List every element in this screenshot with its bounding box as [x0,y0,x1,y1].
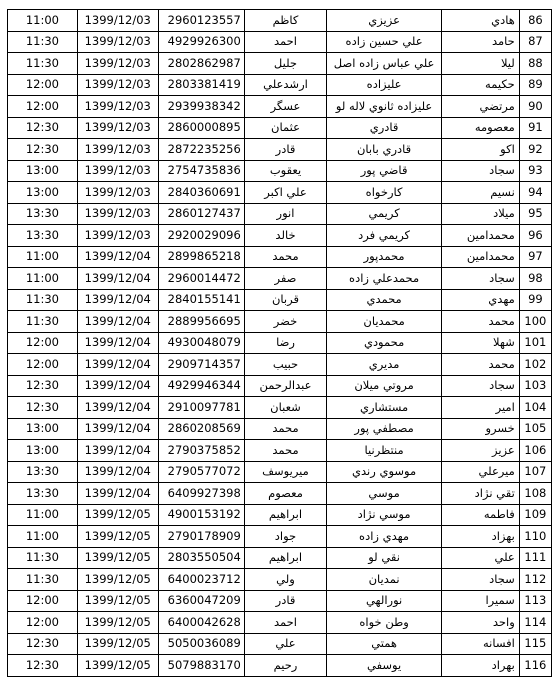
national-id-cell: 2872235256 [158,139,244,161]
last-name-cell: علي عباس زاده اصل [327,53,442,75]
row-number-cell: 108 [519,483,551,505]
table-row [8,268,552,290]
row-number-cell: 89 [519,74,551,96]
table-row [8,10,552,32]
national-id-cell: 4929946344 [158,375,244,397]
time-cell: 13:30 [8,461,78,483]
father-name-cell: جواد [244,526,326,548]
row-number-cell: 115 [519,633,551,655]
table-row [8,569,552,591]
row-number-cell: 114 [519,612,551,634]
date-cell: 1399/12/04 [77,332,158,354]
national-id-cell: 5079883170 [158,655,244,677]
national-id-cell: 2910097781 [158,397,244,419]
national-id-cell: 2803381419 [158,74,244,96]
last-name-cell: محمدي [327,289,442,311]
father-name-cell: حبيب [244,354,326,376]
time-cell: 12:30 [8,397,78,419]
father-name-cell: رحيم [244,655,326,677]
date-cell: 1399/12/05 [77,655,158,677]
table-row [8,139,552,161]
row-number-cell: 109 [519,504,551,526]
father-name-cell: خالد [244,225,326,247]
national-id-cell: 2803550504 [158,547,244,569]
national-id-cell: 2899865218 [158,246,244,268]
date-cell: 1399/12/04 [77,418,158,440]
last-name-cell: محمدپور [327,246,442,268]
national-id-cell: 2939938342 [158,96,244,118]
row-number-cell: 92 [519,139,551,161]
date-cell: 1399/12/05 [77,547,158,569]
table-row [8,332,552,354]
row-number-cell: 100 [519,311,551,333]
father-name-cell: قادر [244,590,326,612]
date-cell: 1399/12/05 [77,633,158,655]
date-cell: 1399/12/03 [77,53,158,75]
table-row [8,53,552,75]
last-name-cell: مصطفي پور [327,418,442,440]
last-name-cell: كريمي [327,203,442,225]
father-name-cell: رضا [244,332,326,354]
date-cell: 1399/12/03 [77,31,158,53]
first-name-cell: خسرو [442,418,520,440]
last-name-cell: موسوي رندي [327,461,442,483]
time-cell: 12:30 [8,375,78,397]
table-row [8,440,552,462]
last-name-cell: كريمي فرد [327,225,442,247]
time-cell: 11:00 [8,268,78,290]
national-id-cell: 2960014472 [158,268,244,290]
first-name-cell: سجاد [442,268,520,290]
time-cell: 12:30 [8,117,78,139]
first-name-cell: امير [442,397,520,419]
time-cell: 13:00 [8,418,78,440]
table-row [8,96,552,118]
national-id-cell: 2860000895 [158,117,244,139]
table-row [8,418,552,440]
national-id-cell: 2790577072 [158,461,244,483]
father-name-cell: علي [244,633,326,655]
row-number-cell: 111 [519,547,551,569]
national-id-cell: 2860208569 [158,418,244,440]
first-name-cell: اكو [442,139,520,161]
table-row [8,31,552,53]
date-cell: 1399/12/03 [77,182,158,204]
first-name-cell: سجاد [442,569,520,591]
last-name-cell: قاضي پور [327,160,442,182]
first-name-cell: معصومه [442,117,520,139]
table-row [8,547,552,569]
table-row [8,225,552,247]
date-cell: 1399/12/05 [77,504,158,526]
father-name-cell: ولي [244,569,326,591]
father-name-cell: ارشدعلي [244,74,326,96]
national-id-cell: 2754735836 [158,160,244,182]
first-name-cell: سجاد [442,160,520,182]
row-number-cell: 95 [519,203,551,225]
first-name-cell: مرتضي [442,96,520,118]
last-name-cell: قادري [327,117,442,139]
national-id-cell: 2860127437 [158,203,244,225]
table-row [8,203,552,225]
first-name-cell: ميرعلي [442,461,520,483]
first-name-cell: ليلا [442,53,520,75]
father-name-cell: كاظم [244,10,326,32]
time-cell: 12:00 [8,354,78,376]
date-cell: 1399/12/04 [77,483,158,505]
time-cell: 12:00 [8,590,78,612]
time-cell: 12:30 [8,633,78,655]
last-name-cell: محمديان [327,311,442,333]
date-cell: 1399/12/04 [77,354,158,376]
first-name-cell: محمد [442,311,520,333]
first-name-cell: علي [442,547,520,569]
father-name-cell: انور [244,203,326,225]
last-name-cell: موسي نژاد [327,504,442,526]
last-name-cell: كارخواه [327,182,442,204]
table-row [8,117,552,139]
time-cell: 11:00 [8,246,78,268]
row-number-cell: 105 [519,418,551,440]
last-name-cell: عزيزي [327,10,442,32]
row-number-cell: 101 [519,332,551,354]
date-cell: 1399/12/03 [77,96,158,118]
national-id-cell: 2802862987 [158,53,244,75]
time-cell: 13:30 [8,225,78,247]
table-row [8,74,552,96]
row-number-cell: 88 [519,53,551,75]
time-cell: 11:00 [8,10,78,32]
date-cell: 1399/12/04 [77,246,158,268]
father-name-cell: محمد [244,440,326,462]
national-id-cell: 4929926300 [158,31,244,53]
row-number-cell: 99 [519,289,551,311]
national-id-cell: 5050036089 [158,633,244,655]
last-name-cell: نورالهي [327,590,442,612]
last-name-cell: نقي لو [327,547,442,569]
national-id-cell: 6409927398 [158,483,244,505]
time-cell: 11:00 [8,504,78,526]
father-name-cell: جليل [244,53,326,75]
national-id-cell: 6360047209 [158,590,244,612]
date-cell: 1399/12/04 [77,311,158,333]
date-cell: 1399/12/03 [77,203,158,225]
first-name-cell: ميلاد [442,203,520,225]
last-name-cell: وطن خواه [327,612,442,634]
father-name-cell: صفر [244,268,326,290]
father-name-cell: عسگر [244,96,326,118]
national-id-cell: 2840155141 [158,289,244,311]
date-cell: 1399/12/03 [77,225,158,247]
last-name-cell: منتظرنيا [327,440,442,462]
first-name-cell: بهزاد [442,526,520,548]
national-id-cell: 2920029096 [158,225,244,247]
date-cell: 1399/12/05 [77,569,158,591]
time-cell: 11:00 [8,526,78,548]
time-cell: 12:00 [8,332,78,354]
time-cell: 11:30 [8,53,78,75]
father-name-cell: ابراهيم [244,547,326,569]
table-row [8,461,552,483]
schedule-table [7,9,552,677]
row-number-cell: 91 [519,117,551,139]
row-number-cell: 98 [519,268,551,290]
table-row [8,590,552,612]
first-name-cell: شهلا [442,332,520,354]
date-cell: 1399/12/03 [77,139,158,161]
father-name-cell: خضر [244,311,326,333]
last-name-cell: محمودي [327,332,442,354]
date-cell: 1399/12/04 [77,268,158,290]
last-name-cell: مروتي ميلان [327,375,442,397]
date-cell: 1399/12/03 [77,74,158,96]
date-cell: 1399/12/03 [77,117,158,139]
national-id-cell: 2790178909 [158,526,244,548]
row-number-cell: 90 [519,96,551,118]
first-name-cell: تقي نژاد [442,483,520,505]
row-number-cell: 87 [519,31,551,53]
national-id-cell: 6400023712 [158,569,244,591]
schedule-table-body [8,10,552,677]
row-number-cell: 116 [519,655,551,677]
last-name-cell: علي حسين زاده [327,31,442,53]
father-name-cell: شعبان [244,397,326,419]
father-name-cell: احمد [244,31,326,53]
national-id-cell: 6400042628 [158,612,244,634]
first-name-cell: بهراد [442,655,520,677]
date-cell: 1399/12/04 [77,397,158,419]
date-cell: 1399/12/03 [77,160,158,182]
time-cell: 13:30 [8,203,78,225]
row-number-cell: 86 [519,10,551,32]
table-row [8,182,552,204]
father-name-cell: محمد [244,418,326,440]
date-cell: 1399/12/05 [77,526,158,548]
last-name-cell: قادري بابان [327,139,442,161]
national-id-cell: 2840360691 [158,182,244,204]
time-cell: 12:00 [8,96,78,118]
table-row [8,246,552,268]
time-cell: 11:30 [8,547,78,569]
first-name-cell: هادي [442,10,520,32]
first-name-cell: حكيمه [442,74,520,96]
last-name-cell: مهدي زاده [327,526,442,548]
time-cell: 13:00 [8,440,78,462]
date-cell: 1399/12/03 [77,10,158,32]
row-number-cell: 96 [519,225,551,247]
first-name-cell: واحد [442,612,520,634]
table-row [8,526,552,548]
national-id-cell: 4900153192 [158,504,244,526]
time-cell: 12:30 [8,139,78,161]
time-cell: 11:30 [8,289,78,311]
father-name-cell: ميريوسف [244,461,326,483]
row-number-cell: 106 [519,440,551,462]
first-name-cell: حامد [442,31,520,53]
table-row [8,311,552,333]
first-name-cell: عزيز [442,440,520,462]
table-row [8,612,552,634]
first-name-cell: محمدامين [442,246,520,268]
table-row [8,655,552,677]
last-name-cell: عليزاده ثانوي لاله لو [327,96,442,118]
time-cell: 11:30 [8,311,78,333]
table-row [8,633,552,655]
row-number-cell: 113 [519,590,551,612]
first-name-cell: افسانه [442,633,520,655]
row-number-cell: 93 [519,160,551,182]
time-cell: 12:00 [8,612,78,634]
date-cell: 1399/12/04 [77,461,158,483]
time-cell: 11:30 [8,569,78,591]
last-name-cell: مديري [327,354,442,376]
last-name-cell: عليزاده [327,74,442,96]
father-name-cell: عبدالرحمن [244,375,326,397]
table-row [8,483,552,505]
table-row [8,289,552,311]
time-cell: 12:00 [8,74,78,96]
national-id-cell: 2960123557 [158,10,244,32]
date-cell: 1399/12/05 [77,612,158,634]
date-cell: 1399/12/05 [77,590,158,612]
time-cell: 11:30 [8,31,78,53]
time-cell: 13:30 [8,483,78,505]
last-name-cell: مستشاري [327,397,442,419]
father-name-cell: يعقوب [244,160,326,182]
father-name-cell: علي اكبر [244,182,326,204]
schedule-sheet [7,9,552,677]
last-name-cell: موسي [327,483,442,505]
national-id-cell: 2889956695 [158,311,244,333]
time-cell: 12:30 [8,655,78,677]
row-number-cell: 110 [519,526,551,548]
father-name-cell: عثمان [244,117,326,139]
national-id-cell: 2909714357 [158,354,244,376]
time-cell: 13:00 [8,182,78,204]
table-row [8,504,552,526]
national-id-cell: 2790375852 [158,440,244,462]
last-name-cell: يوسفي [327,655,442,677]
date-cell: 1399/12/04 [77,440,158,462]
father-name-cell: قربان [244,289,326,311]
father-name-cell: معصوم [244,483,326,505]
national-id-cell: 4930048079 [158,332,244,354]
row-number-cell: 97 [519,246,551,268]
first-name-cell: نسيم [442,182,520,204]
first-name-cell: محمد [442,354,520,376]
first-name-cell: فاطمه [442,504,520,526]
table-row [8,375,552,397]
last-name-cell: همتي [327,633,442,655]
row-number-cell: 102 [519,354,551,376]
row-number-cell: 112 [519,569,551,591]
table-row [8,160,552,182]
date-cell: 1399/12/04 [77,375,158,397]
first-name-cell: سجاد [442,375,520,397]
row-number-cell: 94 [519,182,551,204]
first-name-cell: مهدي [442,289,520,311]
row-number-cell: 103 [519,375,551,397]
row-number-cell: 107 [519,461,551,483]
father-name-cell: ابراهيم [244,504,326,526]
first-name-cell: محمدامين [442,225,520,247]
father-name-cell: احمد [244,612,326,634]
father-name-cell: محمد [244,246,326,268]
table-row [8,397,552,419]
first-name-cell: سميرا [442,590,520,612]
last-name-cell: محمدعلي زاده [327,268,442,290]
date-cell: 1399/12/04 [77,289,158,311]
father-name-cell: قادر [244,139,326,161]
last-name-cell: نمديان [327,569,442,591]
row-number-cell: 104 [519,397,551,419]
table-row [8,354,552,376]
time-cell: 13:00 [8,160,78,182]
